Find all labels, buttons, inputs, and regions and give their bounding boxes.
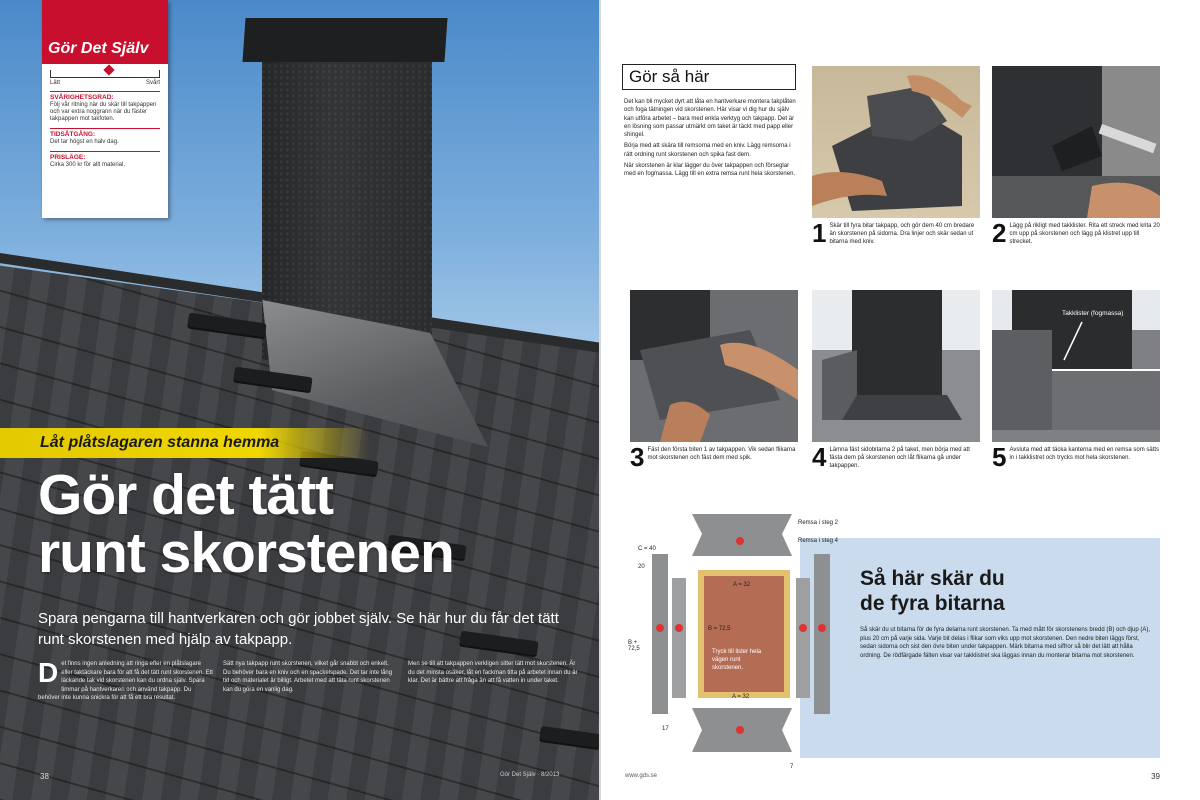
diagram-text: Så skär du ut bitarna för de fyra delarna runt skorstenen. Ta med mått för skorstenens bredd (B) och djup (A), plus 20 cm på varje sida. Varje bit delas i flikar som viks upp mot skorstenen. Den nedre biten läggs först, sedan sidorna och sist den övre biten under takpappen. Märk bitarna med siffror så blir det lätt att hålla ordning. De rödfärgade fälten visar var takklistret ska läggas innan du monterar bitarna mot skorstenen. bbox=[860, 627, 1151, 659]
step-1 bbox=[812, 218, 980, 248]
difficulty-scale-labels bbox=[50, 80, 160, 86]
diagram-20-label: 20 bbox=[638, 564, 645, 570]
diagram-marker-right-1 bbox=[799, 624, 807, 632]
left-page bbox=[0, 0, 599, 800]
magazine-issue-label: Gör Det Själv · 8/2013 bbox=[500, 772, 560, 778]
diagram-7-label: 7 bbox=[790, 764, 794, 770]
headline-line-2: runt skorstenen bbox=[38, 521, 454, 585]
step-4-illustration bbox=[812, 290, 980, 442]
diagram-marker-left-1 bbox=[656, 624, 664, 632]
step-1-number: 1 bbox=[812, 218, 827, 248]
cost-label: PRISLÄGE: bbox=[50, 151, 160, 161]
diagram-chimney bbox=[704, 576, 784, 692]
diagram-piece-left-outer bbox=[652, 554, 668, 714]
step-2-illustration bbox=[992, 66, 1160, 218]
diagram-title-line-2: de fyra bitarna bbox=[860, 592, 1005, 615]
diagram-piece-right-outer bbox=[814, 554, 830, 714]
step-3-photo bbox=[630, 290, 798, 442]
time-text: Det tar högst en halv dag. bbox=[50, 139, 119, 145]
diagram-piece-top bbox=[692, 514, 792, 556]
difficulty-label: SVÅRIGHETSGRAD: bbox=[50, 91, 160, 101]
scale-high-label: Svårt bbox=[145, 80, 160, 86]
step-2 bbox=[992, 218, 1160, 248]
intro-paragraph-3: När skorstenen är klar lägger du över takpappen och förseglar med en fogmassa. Lägg till en extra remsa runt hela skorstenen. bbox=[624, 163, 796, 178]
step-4 bbox=[812, 442, 980, 472]
page-number-left: 38 bbox=[40, 772, 49, 781]
diagram-title bbox=[860, 566, 1005, 616]
step-1-text: Skär till fyra bitar takpapp, och gör dem 40 cm bredare än skorstenen på sidorna. Dra linjer och skär sedan ut bitarna med kniv. bbox=[829, 223, 975, 245]
step-1-photo bbox=[812, 66, 980, 218]
body-column-2: Sätt nya takpapp runt skorstenen, vilket går snabbt och enkelt. Du behöver bara en kniv och en spackelspade. Det tar inte lång tid och materialet är billigt. Arbetet med att täta runt skorstenen kan du göra en vanlig dag. bbox=[223, 661, 393, 693]
intro-text bbox=[624, 98, 800, 182]
diagram-piece-left-inner bbox=[672, 578, 686, 698]
diagram-marker-top bbox=[736, 537, 744, 545]
scale-low-label: Lätt bbox=[50, 80, 61, 86]
article-ingress: Spara pengarna till hantverkaren och gör jobbet själv. Se här hur du får det tätt runt skorstenen med hjälp av takpapp. bbox=[38, 610, 559, 648]
body-column-1 bbox=[38, 657, 213, 703]
diagram-remsa2-label: Remsa i steg 2 bbox=[798, 520, 839, 526]
diagram-title-line-1: Så här skär du bbox=[860, 567, 1005, 590]
difficulty-text: Följ vår ritning när du skär till takpappen och var extra noggrann när du fäster takpappen mot takfoten. bbox=[50, 102, 157, 122]
article-headline bbox=[38, 463, 578, 585]
headline-line-1: Gör det tätt bbox=[38, 463, 334, 527]
section-title: Gör så här bbox=[622, 64, 796, 90]
body-columns bbox=[38, 657, 583, 703]
drop-cap: D bbox=[38, 657, 59, 688]
diagram-a-bottom-label: A = 32 bbox=[732, 694, 750, 700]
step-4-text: Lämna fäst sidobitarna 2 på taket, men börja med att fästa dem på skorstenen och låt flikarna gå under takpappen. bbox=[829, 447, 970, 469]
step-5-text: Avsluta med att täcka kanterna med en remsa som sätts in i takklistret och trycks mot hela skorstenen. bbox=[1009, 447, 1160, 461]
step-3-number: 3 bbox=[630, 442, 645, 472]
step-4-number: 4 bbox=[812, 442, 827, 472]
intro-paragraph-2: Börja med att skära till remsorna med en kniv. Lägg remsorna i rätt ordning runt skorstenen och spika fast dem. bbox=[624, 143, 791, 158]
diagram-center-note: Tryck till lister hela vägen runt skorstenen. bbox=[712, 649, 762, 671]
kicker-band bbox=[0, 428, 370, 458]
step-1-illustration bbox=[812, 66, 980, 218]
step-2-text: Lägg på rikligt med takklister. Rita ett streck med krita 20 cm upp på skorstenen och lägg på klistret upp till strecket. bbox=[1009, 223, 1160, 245]
chimney-cap bbox=[242, 18, 447, 62]
page-number-right: 39 bbox=[1151, 772, 1160, 781]
magazine-url: www.gds.se bbox=[625, 773, 658, 779]
step-5 bbox=[992, 442, 1160, 472]
difficulty-badge bbox=[42, 0, 168, 218]
diagram-a-label: A = 32 bbox=[733, 582, 751, 588]
step-4-photo bbox=[812, 290, 980, 442]
step-2-photo bbox=[992, 66, 1160, 218]
diagram-17-label: 17 bbox=[662, 726, 669, 732]
diagram-piece-right-inner bbox=[796, 578, 810, 698]
diagram-remsa4-label: Remsa i steg 4 bbox=[798, 538, 839, 544]
diagram-c-label: C = 40 bbox=[638, 546, 656, 552]
diagram-marker-left-2 bbox=[675, 624, 683, 632]
step-5-number: 5 bbox=[992, 442, 1007, 472]
step-3-text: Fäst den första biten 1 av takpappen. Vik sedan flikarna mot skorstenen och fäst dem med spik. bbox=[647, 447, 796, 461]
diagram-marker-bottom bbox=[736, 726, 744, 734]
diagram-b-label: B = 72,5 bbox=[708, 626, 731, 632]
diagram-marker-right-2 bbox=[818, 624, 826, 632]
time-label: TIDSÅTGÅNG: bbox=[50, 128, 160, 138]
step-3 bbox=[630, 442, 798, 472]
kicker-text: Låt plåtslagaren stanna hemma bbox=[40, 434, 280, 451]
step-2-number: 2 bbox=[992, 218, 1007, 248]
badge-title: Gör Det Själv bbox=[42, 0, 168, 64]
diagram-b-side-label: B + 72,5 bbox=[628, 640, 640, 652]
difficulty-marker bbox=[103, 64, 114, 75]
body-column-3: Men se till att takpappen verkligen sitter tätt mot skorstenen. Är du det minsta osäker, låt en fackman titta på arbetet innan du är klar. Det är bättre att fråga än att få vatten in under taket. bbox=[408, 661, 578, 684]
intro-paragraph-1: Det kan bli mycket dyrt att låta en hantverkare montera takplåten och foga tätningen vid skorstenen. Här visar vi dig hur du själv kan utföra arbetet – bara med enkla verktyg och takpapp. Det är en lösning som passar utmärkt om taket är täckt med papp eller shingel. bbox=[624, 99, 796, 139]
step-3-illustration bbox=[630, 290, 798, 442]
step-5-photo bbox=[992, 290, 1160, 442]
caulk-label: Takklister (fogmassa) bbox=[1062, 310, 1124, 317]
difficulty-scale bbox=[50, 70, 160, 78]
body-column-1-text: et finns ingen anledning att ringa efter en plåtslagare eller taktäckare bara för att få det tätt runt skorstenen. Ett läckande tak vid skorstenen kan du ordna själv. Spara timmar på hantverkaren och använd takpapp. Du behöver inte kunna snickra för att få ett bra resultat. bbox=[38, 661, 213, 701]
cost-text: Cirka 300 kr för allt material. bbox=[50, 162, 126, 168]
